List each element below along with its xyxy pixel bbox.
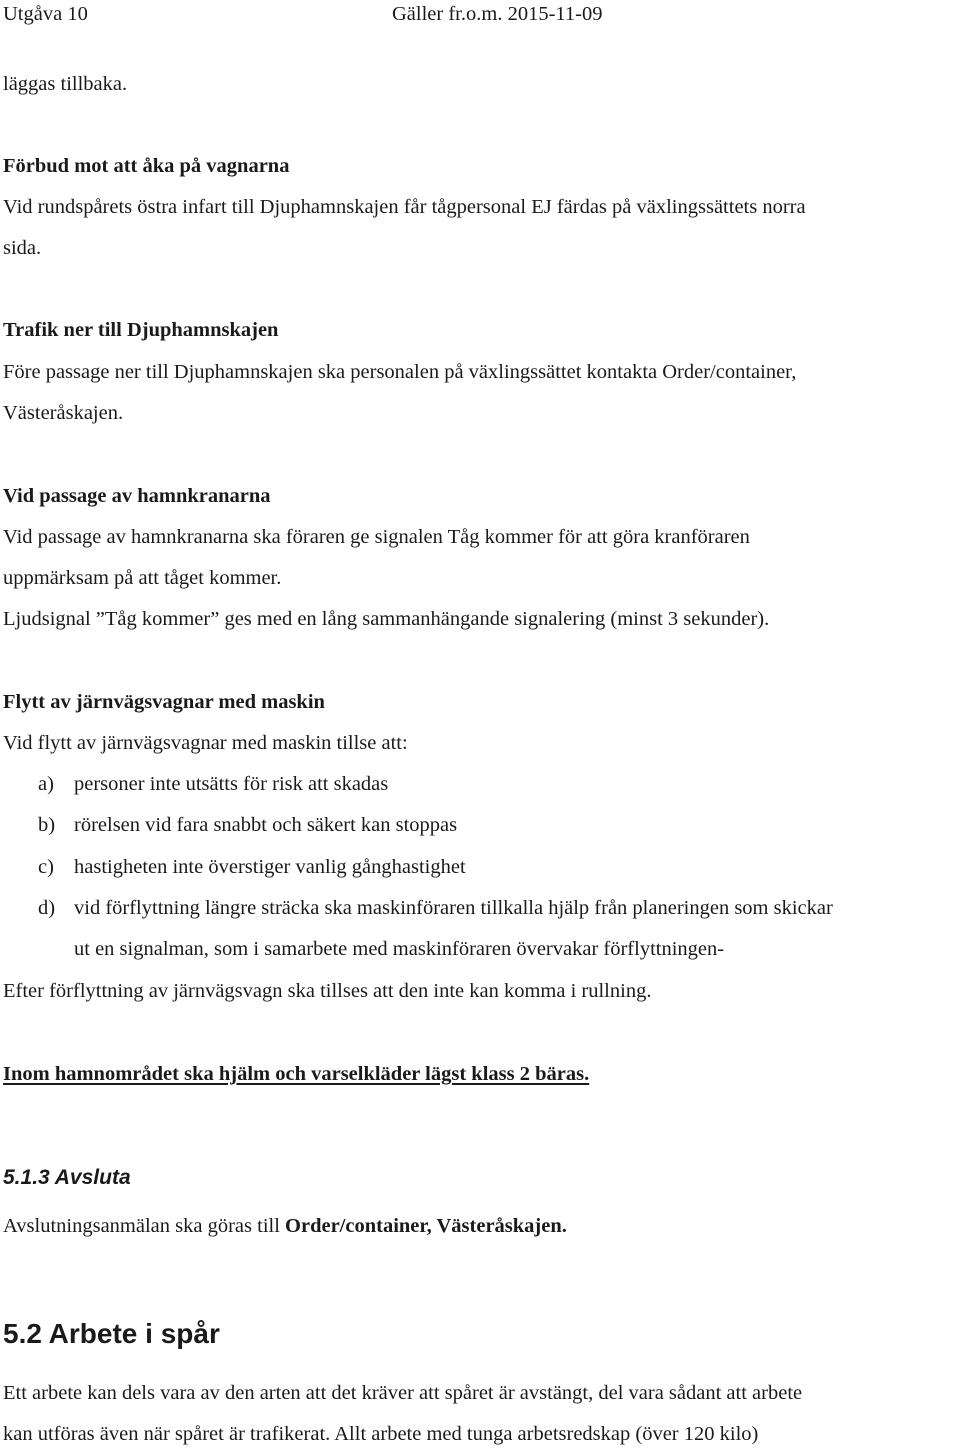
list-item-letter: d) [38, 897, 56, 919]
paragraph-line: Vid flytt av järnvägsvagnar med maskin tillse att: [3, 732, 408, 754]
list-item-letter: b) [38, 814, 56, 836]
section-heading-riding: Förbud mot att åka på vagnarna [3, 155, 290, 177]
header-valid-from: Gäller fr.o.m. 2015-11-09 [392, 3, 603, 25]
paragraph-line: sida. [3, 237, 42, 259]
paragraph-line: Efter förflyttning av järnvägsvagn ska tillses att den inte kan komma i rullning. [3, 980, 652, 1002]
paragraph-line: Ett arbete kan dels vara av den arten att det kräver att spåret är avstängt, del vara sådant att arbete [3, 1382, 803, 1404]
section-heading-machine: Flytt av järnvägsvagnar med maskin [3, 691, 325, 713]
paragraph-line: uppmärksam på att tåget kommer. [3, 567, 282, 589]
paragraph-line [3, 1216, 567, 1237]
list-item-letter: c) [38, 856, 54, 878]
section-heading-traffic: Trafik ner till Djuphamnskajen [3, 319, 279, 341]
header-edition: Utgåva 10 [3, 3, 88, 25]
paragraph-line: Vid rundspårets östra infart till Djuphamnskajen får tågpersonal EJ färdas på växlingssättets norra [3, 196, 806, 218]
section-heading-cranes: Vid passage av hamnkranarna [3, 485, 271, 507]
list-item-text: rörelsen vid fara snabbt och säkert kan stoppas [74, 814, 458, 836]
list-item-letter: a) [38, 773, 54, 795]
intro-line: läggas tillbaka. [3, 73, 128, 95]
text-prefix: Avslutningsanmälan ska göras till [3, 1215, 286, 1237]
paragraph-line: Vid passage av hamnkranarna ska föraren ge signalen Tåg kommer för att göra kranföraren [3, 526, 750, 548]
section-heading-513: 5.1.3 Avsluta [3, 1166, 131, 1189]
helmet-notice: Inom hamnområdet ska hjälm och varselkläder lägst klass 2 bäras. [3, 1063, 590, 1085]
list-item-continuation: ut en signalman, som i samarbete med maskinföraren övervakar förflyttningen- [74, 938, 725, 960]
list-item-text: hastigheten inte överstiger vanlig gånghastighet [74, 856, 466, 878]
paragraph-line: kan utföras även när spåret är trafikerat. Allt arbete med tunga arbetsredskap (över 120 kilo) [3, 1423, 759, 1445]
text-bold: Order/container, Västeråskajen. [285, 1215, 567, 1237]
paragraph-line: Före passage ner till Djuphamnskajen ska personalen på växlingssättet kontakta Order/container, [3, 361, 797, 383]
list-item-text: vid förflyttning längre sträcka ska maskinföraren tillkalla hjälp från planeringen som skickar [74, 897, 833, 919]
list-item-text: personer inte utsätts för risk att skadas [74, 773, 389, 795]
paragraph-line: Ljudsignal ”Tåg kommer” ges med en lång sammanhängande signalering (minst 3 sekunder). [3, 608, 770, 630]
paragraph-line: Västeråskajen. [3, 402, 124, 424]
section-heading-52: 5.2 Arbete i spår [3, 1318, 220, 1349]
